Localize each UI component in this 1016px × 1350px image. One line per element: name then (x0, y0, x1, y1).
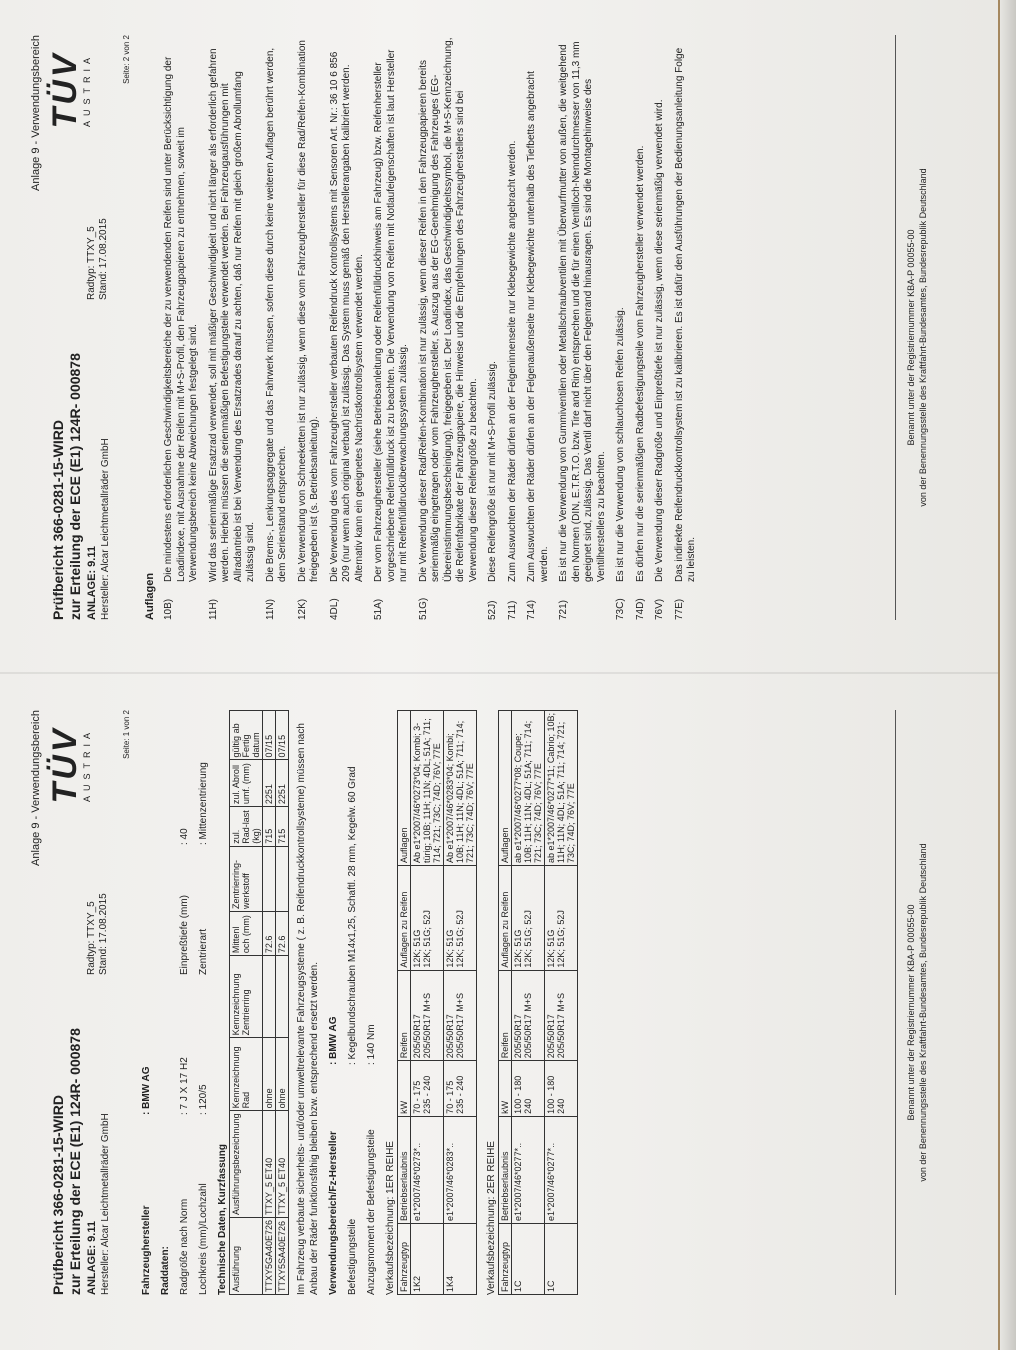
einpresstiefe-value: : 40 (179, 828, 190, 845)
table-cell (263, 956, 276, 1038)
footer-line-1: Benannt unter der Registriernummer KBA-P 00055-00 (906, 904, 916, 1121)
table-cell: ohne (263, 1038, 276, 1111)
verwendungsbereich-row (327, 710, 340, 1295)
table-cell: e1*2007/46*0277*.. (545, 1116, 578, 1223)
table-header-cell: Mittenl och (mm) (230, 911, 263, 955)
table-cell: 715 (263, 807, 276, 847)
report-title: Prüfbericht 366-0281-15-WIRD (50, 420, 66, 620)
table-header-row (499, 711, 512, 1295)
table-header-row (398, 711, 411, 1295)
table-cell: 12K; 51G 12K; 51G; 52J (545, 866, 578, 971)
table-header-cell: Betriebserlaubnis (499, 1116, 512, 1223)
table-header-cell: Reifen (499, 970, 512, 1061)
table-cell: 07/15 (276, 711, 289, 760)
radgroesse-label: Radgröße nach Norm (179, 1198, 190, 1295)
einpresstiefe-label: Einpreßtiefe (mm) (179, 894, 190, 975)
auflage-code: 52J) (487, 600, 498, 620)
anlage-label: Anlage 9 - Verwendungsbereich (30, 710, 42, 866)
table-cell: TTXY5SA40E726 (276, 1217, 289, 1294)
auflage-text: Die Verwendung von Schneeketten ist nur zulässig, wenn diese vom Fahrzeughersteller für diese Rad/Reifen-Kombination freigegeben ist (s. Betriebsanleitung). (296, 40, 320, 582)
auflage-item (418, 35, 481, 620)
auflage-item (635, 35, 648, 620)
tech-data-table (229, 710, 289, 1295)
auflage-item (329, 35, 367, 620)
logo-sub: AUSTRIA (82, 728, 92, 803)
tech-data-title: Technische Daten, Kurzfassung (217, 1144, 228, 1295)
auflage-item (373, 35, 411, 620)
auflage-code: 77E) (673, 598, 685, 620)
auflage-item (208, 35, 258, 620)
stand-date: Stand: 17.08.2015 (98, 893, 109, 975)
logo-sub: AUSTRIA (82, 53, 92, 128)
table-header-cell: Fahrzeugtyp (499, 1224, 512, 1295)
auflage-item (163, 35, 201, 620)
table-header-cell: Betriebserlaubnis (398, 1116, 411, 1223)
page-1 (0, 675, 998, 1350)
auflage-code: 11H) (207, 599, 219, 620)
auflagen-title: Auflagen (144, 572, 156, 620)
table-header-cell: zul. Abroll umf. (mm) (230, 760, 263, 807)
zentrierart-value: : Mittenzentrierung (198, 762, 209, 845)
auflage-code: 721) (558, 599, 569, 620)
table-cell: e1*2007/46*0277*.. (512, 1116, 545, 1223)
table-cell: TTXY5GA40E726 (263, 1217, 276, 1294)
table-header-cell: Auflagen zu Reifen (499, 866, 512, 971)
table-row (444, 711, 477, 1295)
footer-line-1: Benannt unter der Registriernummer KBA-P 00055-00 (906, 229, 916, 446)
table-cell: 205/50R17 205/50R17 M+S (444, 970, 477, 1061)
table-header-row (230, 711, 263, 1295)
auflage-item (297, 35, 322, 620)
auflage-text: Die Verwendung des vom Fahrzeughersteller verbauten Reifendruck Kontrollsystems mit Sensoren Art. Nr.: 36 10 6 856 209 (nur wenn auch original verbaut) ist zulässig. Das System muss gemäß den Herstellerangaben kalibriert werden. Alternativ kann ein geeignetes Nachrüstkontrollsystem verwendet werden. (328, 51, 365, 582)
report-subtitle: zur Erteilung der ECE (E1) 124R- 000878 (67, 353, 83, 620)
page-number: Seite: 1 von 2 (122, 710, 131, 759)
table-row (512, 711, 545, 1295)
radgroesse-value: : 7 J X 17 H2 (179, 1057, 190, 1115)
auflage-code: 51A) (373, 598, 384, 620)
verkaufsbezeichnung-1: Verkaufsbezeichnung: 1ER REIHE (385, 1141, 396, 1295)
auflage-item (674, 35, 699, 620)
auflage-text: Es ist nur die Verwendung von schlauchlosen Reifen zulässig. (615, 307, 626, 582)
anzugsmoment-value: : 140 Nm (366, 1024, 377, 1065)
table-cell: 70 - 175 235 - 240 (411, 1061, 444, 1117)
anlage-label: Anlage 9 - Verwendungsbereich (30, 35, 42, 191)
page-header (30, 710, 130, 1295)
radtyp: Radtyp: TTXY_5 (86, 901, 97, 975)
page-2-content (140, 35, 706, 620)
auflage-text: Die mindestens erforderlichen Geschwindigkeitsbereiche der zu verwendenden Reifen sind unter Berücksichtigung der Loadindexe, mit Ausnahme der Reifen mit M+S-Profil, den Fahrzeugpapieren zu entnehmen, soweit im Verwendungsbereich keine Abweichungen festgelegt sind. (163, 56, 199, 582)
auflage-text: Die Brems-, Lenkungsaggregate und das Fahrwerk müssen, sofern diese durch keine weiteren Auflagen berührt werden, dem Serienstand entsprechen. (264, 47, 288, 582)
table-cell: 205/50R17 205/50R17 M+S (545, 970, 578, 1061)
auflage-item (654, 35, 667, 620)
table-cell: 12K; 51G 12K; 51G; 52J (411, 866, 444, 971)
table-cell: 1K2 (411, 1224, 444, 1295)
lochkreis-row (197, 710, 210, 1295)
radtyp: Radtyp: TTXY_5 (86, 226, 97, 300)
befestigung-value: : Kegelbundschrauben M14x1,25, Schaftl. 28 mm, Kegelw. 60 Grad (347, 766, 358, 1065)
hersteller: Hersteller: Alcar Leichtmetallräder GmbH (100, 1113, 111, 1295)
auflagen-list (163, 35, 699, 620)
auflage-text: Es ist nur die Verwendung von Gummiventilen oder Metallschraubventilen mit Überwurfmutter von außen, die weitgehend den Normen (DIN, E.T.R.T.O. bzw. Tire and Rim) entsprechen und die für einen Ventilloch-Nenndurchmesser von 11,3 mm geeignet sind, zulässig. Das Ventil darf nicht über den Felgenrand hinausragen. Es sind die Montagehinweise des Ventilherstellers zu beachten. (558, 41, 607, 582)
auflage-code: 73C) (615, 598, 626, 620)
table-header-cell: Kennzeichnung Zentrierring (230, 956, 263, 1038)
verwendungsbereich-label: Verwendungsbereich/Fz-Hersteller (328, 1131, 339, 1295)
table-header-cell: Fahrzeugtyp (398, 1224, 411, 1295)
footer-line (895, 35, 896, 620)
table-cell: 205/50R17 205/50R17 M+S (411, 970, 444, 1061)
tuev-logo (48, 35, 92, 145)
table-cell: 70 - 175 235 - 240 (444, 1061, 477, 1117)
auflage-code: 711) (506, 600, 518, 620)
table-cell: 100 - 180 240 (512, 1061, 545, 1117)
table-cell: 205/50R17 205/50R17 M+S (512, 970, 545, 1061)
befestigung-label: Befestigungsteile (347, 1218, 358, 1295)
table-cell (263, 846, 276, 911)
table-cell: 2251 (263, 760, 276, 807)
table-cell: 12K; 51G 12K; 51G; 52J (444, 866, 477, 971)
table-cell: 12K; 51G 12K; 51G; 52J (512, 866, 545, 971)
auflage-code: 4DL) (328, 598, 340, 620)
table-header-cell: Kennzeichnung Rad (230, 1038, 263, 1111)
raddaten-heading: Raddaten: (160, 1246, 171, 1295)
table-cell: 07/15 (263, 711, 276, 760)
table-cell: Ab e1*2007/46*0283*04; Kombi; 10B; 11H; 11N; 4DL; 51A; 711; 714; 721; 73C; 74D; 76V; 77E (444, 711, 477, 866)
table-row (411, 711, 444, 1295)
auflage-text: Diese Reifengröße ist nur mit M+S-Profil zulässig. (487, 361, 498, 582)
footer-line-2: von der Benennungsstelle des Kraftfahrt-Bundesamtes, Bundesrepublik Deutschland (918, 843, 928, 1182)
table-header-cell: Auflagen (398, 711, 411, 866)
auflage-text: Wird das serienmäßige Ersatzrad verwendet, soll mit mäßiger Geschwindigkeit und nicht länger als erforderlich gefahren werden. Hierbei müssen die serienmäßigen Befestigungsteile verwendet werden. Bei Fahrzeugausführungen mit Allradantrieb ist bei Verwendung des Ersatzrades darauf zu achten, daß nur Reifen mit gleich großem Abrollumfang zulässig sind. (207, 48, 256, 582)
table-cell (276, 956, 289, 1038)
auflage-item (265, 35, 290, 620)
zentrierart-label: Zentrierart (198, 928, 209, 975)
table-cell: 1C (512, 1224, 545, 1295)
table-cell: 1C (545, 1224, 578, 1295)
page-number: Seite: 2 von 2 (122, 35, 131, 84)
auflage-code: 12K) (296, 598, 308, 620)
anzugsmoment-label: Anzugsmoment der Befestigungsteile (366, 1129, 377, 1295)
auflage-code: 76V) (654, 598, 665, 620)
table-header-cell: Zentrierring-werkstoff (230, 846, 263, 911)
table-row (545, 711, 578, 1295)
table-row (276, 711, 289, 1295)
table-row (263, 711, 276, 1295)
auflage-item (507, 35, 520, 620)
auflage-text: Zum Auswuchten der Räder dürfen an der Felgenaußenseite nur Klebegewichte unterhalb des Tiefbetts angebracht werden. (526, 71, 550, 582)
logo-main: TÜV (46, 51, 84, 129)
sheet-edge (1000, 0, 1016, 1350)
tuev-logo (48, 710, 92, 820)
auflage-text: Die Verwendung dieser Radgröße und Einpreßtiefe ist nur zulässig, wenn diese serienmäßig verwendet wird. (654, 99, 665, 582)
lochkreis-value: : 120/5 (198, 1084, 209, 1115)
table-cell: 715 (276, 807, 289, 847)
auflage-text: Es dürfen nur die serienmäßigen Radbefestigungsteile vom Fahrzeughersteller verwendet werden. (634, 145, 646, 582)
table-header-cell: gültig ab Fertig datum (230, 711, 263, 760)
auflage-text: Zum Auswuchten der Räder dürfen an der Felgeninnenseite nur Klebegewichte angebracht werden. (506, 140, 518, 582)
table-header-cell: Auflagen zu Reifen (398, 866, 411, 971)
table-cell: 72.6 (276, 911, 289, 955)
report-title: Prüfbericht 366-0281-15-WIRD (50, 1095, 66, 1295)
befestigung-row (346, 710, 359, 1295)
vehicle-table-1er (397, 710, 477, 1295)
table-header-cell: Auflagen (499, 711, 512, 866)
auflage-code: 11N) (264, 599, 276, 620)
table-cell: ab e1*2007/46*0277*08; Coupe; 10B; 11H; 11N; 4DL; 51A; 711; 714; 721; 73C; 74D; 76V; 77E (512, 711, 545, 866)
auflage-text: Das indirekte Reifendruckkontrollsystem ist zu kalibrieren. Es ist dafür den Ausführungen der Bedienungsanleitung Folge zu leisten. (673, 47, 697, 582)
table-cell: 100 - 180 240 (545, 1061, 578, 1117)
page-2-footer (905, 0, 929, 675)
footer-line-2: von der Benennungsstelle des Kraftfahrt-Bundesamtes, Bundesrepublik Deutschland (918, 168, 928, 507)
table-cell (276, 846, 289, 911)
table-cell: ohne (276, 1038, 289, 1111)
anlage-number: ANLAGE: 9.11 (86, 1221, 98, 1295)
table-header-cell: kW (398, 1061, 411, 1117)
page-2 (0, 0, 998, 675)
table-cell: ab e1*2007/46*0277*11; Cabrio; 10B; 11H; 11N; 4DL; 51A; 711; 714; 721; 73C; 74D; 76V; 77E (545, 711, 578, 866)
anlage-number: ANLAGE: 9.11 (86, 546, 98, 620)
auflage-item (615, 35, 628, 620)
auflage-text: Der vom Fahrzeughersteller (siehe Betriebsanleitung oder Reifenfülldruckhinweis am Fahrzeug) bzw. Reifenhersteller vorgeschriebene Reifenfülldruck ist zu beachten. Die Verwendung von Reifen mit Notlaufeigenschaften ist laut Hersteller nur mit Reifenfülldrucküberwachungssystem zulässig. (373, 49, 409, 582)
radgroesse-row (178, 710, 191, 1295)
lochkreis-label: Lochkreis (mm)/Lochzahl (198, 1183, 209, 1295)
table-cell: Ab e1*2007/46*0273*04; Kombi; 3-türig; 10B; 11H; 11N; 4DL; 51A; 711; 714; 721; 73C; 74D; 76V; 77E (411, 711, 444, 866)
table-header-cell: Ausführungsbezeichnung (230, 1111, 263, 1218)
vehicle-table-2er (498, 710, 578, 1295)
table-header-cell: zul. Rad-last (kg) (230, 807, 263, 847)
auflage-code: 10B) (163, 598, 174, 620)
table-cell: e1*2007/46*0273*.. (411, 1116, 444, 1223)
report-subtitle: zur Erteilung der ECE (E1) 124R- 000878 (67, 1028, 83, 1295)
table-cell: TTXY_5 ET40 (276, 1111, 289, 1218)
stand-date: Stand: 17.08.2015 (98, 218, 109, 300)
auflage-text: Die Verwendung dieser Rad/Reifen-Kombination ist nur zulässig, wenn dieser Reifen in den Fahrzeugpapieren bereits serienmäßig eingetragen oder vom Fahrzeughersteller, s. Auszug aus der EG-Genehmigung des Fahrzeuges (EG-Übereinstimmungsbescheinigung), freigegeben ist. Der Loadindex, das Geschwindigkeitssymbol, die M+S-Kennzeichnung, die Reifenfabrikate der Fahrzeugpapiere, die Hinweise und die Empfehlungen des Fahrzeugherstellers sind bei Verwendung dieser Reifengröße zu beachten. (417, 37, 479, 582)
table-cell: 2251 (276, 760, 289, 807)
table-header-cell: Ausführung (230, 1217, 263, 1294)
table-header-cell: kW (499, 1061, 512, 1117)
fahrzeughersteller-label: Fahrzeughersteller (141, 1205, 152, 1295)
page-1-footer (905, 675, 929, 1350)
auflage-code: 714) (526, 599, 537, 620)
table-header-cell: Reifen (398, 970, 411, 1061)
footer-line (895, 710, 896, 1295)
hersteller: Hersteller: Alcar Leichtmetallräder GmbH (100, 438, 111, 620)
table-cell: e1*2007/46*0283*.. (444, 1116, 477, 1223)
logo-main: TÜV (46, 726, 84, 804)
auflage-item (526, 35, 551, 620)
verkaufsbezeichnung-2: Verkaufsbezeichnung: 2ER REIHE (486, 1141, 497, 1295)
table-cell: 1K4 (444, 1224, 477, 1295)
auflage-code: 51G) (417, 597, 429, 620)
verwendungsbereich-value: : BMW AG (328, 1016, 339, 1065)
auflage-item (487, 35, 500, 620)
table-cell: TTXY_5 ET40 (263, 1111, 276, 1218)
fahrzeughersteller-value: : BMW AG (141, 1066, 152, 1115)
anzugsmoment-row (365, 710, 378, 1295)
table-cell: 72.6 (263, 911, 276, 955)
page-1-content (140, 710, 578, 1295)
page-header (30, 35, 130, 620)
system-note: Im Fahrzeug verbaute sicherheits- und/oder umweltrelevante Fahrzeugsysteme ( z. B. Reifendruckkontrollsysteme) müssen nach Anbau der Räder funktionsfähig bleiben bzw. entsprechend ersetzt werden. (296, 723, 320, 1295)
auflage-code: 74D) (634, 598, 646, 620)
fahrzeughersteller-row (140, 710, 153, 1295)
auflage-item (558, 35, 608, 620)
